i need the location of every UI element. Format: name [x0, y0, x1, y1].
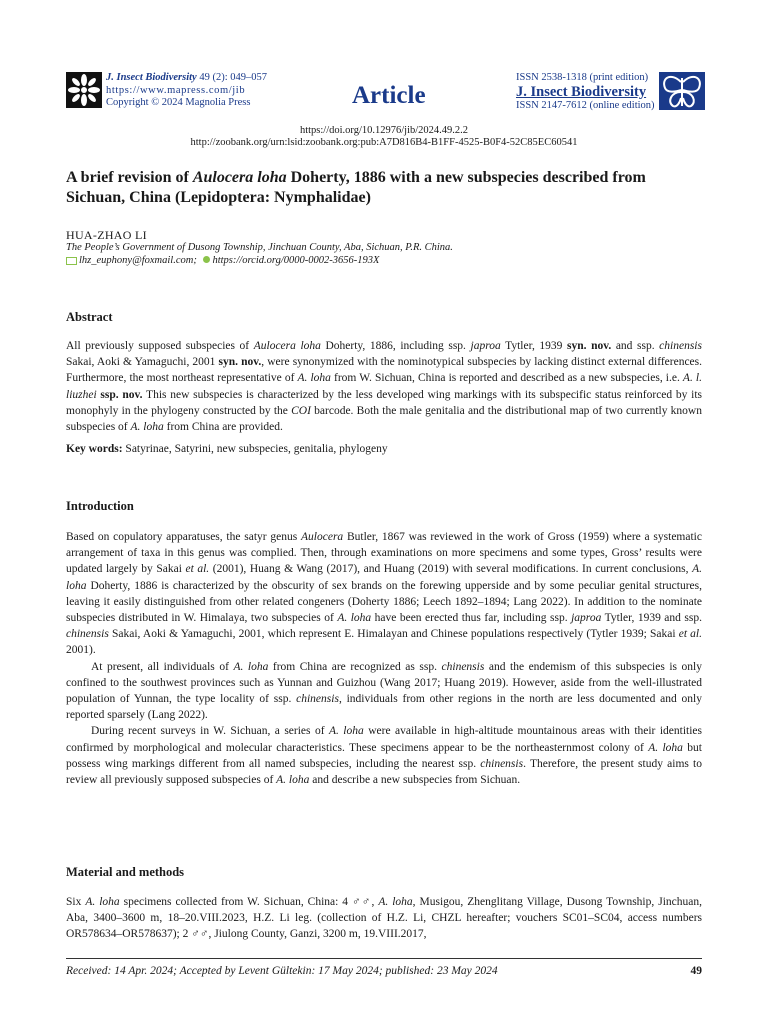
journal-name-right: J. Insect Biodiversity — [516, 84, 647, 100]
journal-header-right — [516, 72, 708, 112]
abstract-text: All previously supposed subspecies of Aulocera loha Doherty, 1886, including ssp. japroa Tytler, 1939 syn. nov. and ssp. chinensis Sakai, Aoki & Yamaguchi, 2001 syn. nov., were synonymized with the nominotypical subspecies by lacking distinct external differences. Furthermore, the most northeast representative of A. loha from W. Sichuan, China is reported and described as a new subspecies, i.e. A. l. liuzhei ssp. nov. This new subspecies is characterized by the less developed wing markings with its subspecific status reinforced by its monophyly in the phylogeny constructed by the COI barcode. Both the male genitalia and the distributional map of two currently known subspecies of A. loha from China are provided. — [66, 340, 703, 434]
author-affiliation: The People’s Government of Dusong Township, Jinchuan County, Aba, Sichuan, P.R. China. — [66, 242, 453, 253]
introduction-text: Based on copulatory apparatuses, the satyr genus Aulocera Butler, 1867 was reviewed in the work of Gross (1959) where a systematic arrangement of taxa in this genus was complied. Then, through examinations on more specimens and some types, Gross’ results were updated largely by Sakai et al. (2001), Huang & Wang (2017), and Huang (2019) with several modifications. In current conclusions, A. loha Doherty, 1886 is characterized by the obscurity of sex brands on the forewing upperside and by some peculiar genital structures, leaving it easily distinguished from other related congeners (Doherty 1886; Leech 1892–1894; Lang 2022). In addition to the nominate subspecies distributed in W. Himalaya, two subspecies of A. loha have been erected thus far, including ssp. japroa Tytler, 1939 and ssp. chinensis Sakai, Aoki & Yamaguchi, 2001, which represent E. Himalayan and Chinese populations respectively (Tytler 1939; Sakai et al. 2001). At present, all individuals of A. loha from China are recognized as ssp. chinensis and the endemism of this subspecies is only confined to the southwest provinces such as Yunnan and Guizhou (Wang 2017; Huang 2019). However, aside from the well-illustrated population of Yunnan, the type locality of ssp. chinensis, individuals from other regions in the north are less documented and only reported sparsely (Lang 2022). During recent surveys in W. Sichuan, a series of A. loha were available in high-altitude mountainous areas with their identities confirmed by morphological and molecular characteristics. These specimens appear to be the northeasternmost colony of A. loha but possess wing markings different from all named subspecies, including the nearest ssp. chinensis. Therefore, the present study aims to review all previously supposed subspecies of A. loha and describe a new subspecies from Sichuan. — [66, 531, 703, 787]
keywords: Key words: Satyrinae, Satyrini, new subspecies, genitalia, phylogeny — [66, 443, 388, 455]
zoobank-link[interactable]: http://zoobank.org/urn:lsid:zoobank.org:pub:A7D816B4-B1FF-4525-B0F4-52C85EC60541 — [190, 137, 578, 148]
footer-divider — [66, 958, 702, 959]
issn-online: ISSN 2147-7612 (online edition) — [516, 100, 655, 111]
author-name: HUA-ZHAO LI — [66, 228, 147, 242]
footer — [66, 965, 702, 977]
journal-url-link[interactable]: https://www.mapress.com/jib — [106, 84, 246, 96]
introduction-heading: Introduction — [66, 499, 134, 513]
doi-link[interactable]: https://doi.org/10.12976/jib/2024.49.2.2 — [299, 125, 469, 136]
butterfly-logo-icon — [659, 72, 705, 110]
article-label: Article — [352, 82, 426, 109]
email-link[interactable]: lhz_euphony@foxmail.com; — [79, 255, 197, 266]
methods-heading: Material and methods — [66, 865, 185, 879]
abstract-heading: Abstract — [66, 310, 113, 324]
volume-info: 49 (2): 049–057 — [196, 72, 267, 83]
journal-name: J. Insect Biodiversity — [106, 72, 197, 83]
author-contact — [66, 255, 379, 266]
paper-title: A brief revision of Aulocera loha Doherty, 1886 with a new subspecies described from Sichuan, China (Lepidoptera: Nymphalidae) — [66, 169, 646, 206]
methods-text: Six A. loha specimens collected from W. Sichuan, China: 4 ♂♂, A. loha, Musigou, Zhenglitang Village, Dusong Township, Jinchuan, Aba, 3400–3600 m, 18–20.VIII.2023, H.Z. Li leg. (collection of H.Z. Li, CHZL hereafter; vouchers SC01–SC04, access numbers OR578634–OR578637); 2 ♂♂, Jiulong County, Ganzi, 3200 m, 19.VIII.2017, — [66, 896, 702, 941]
page-number: 49 — [690, 965, 702, 977]
received-dates: Received: 14 Apr. 2024; Accepted by Levent Gültekin: 17 May 2024; published: 23 May 2024 — [66, 965, 498, 977]
orcid-link[interactable]: https://orcid.org/0000-0002-3656-193X — [212, 255, 380, 266]
orcid-icon — [203, 256, 210, 263]
email-icon — [66, 257, 77, 265]
magnolia-press-logo — [66, 72, 102, 108]
copyright-text: Copyright © 2024 Magnolia Press — [106, 97, 251, 108]
issn-print: ISSN 2538-1318 (print edition) — [516, 72, 649, 83]
journal-header-left — [66, 72, 286, 112]
